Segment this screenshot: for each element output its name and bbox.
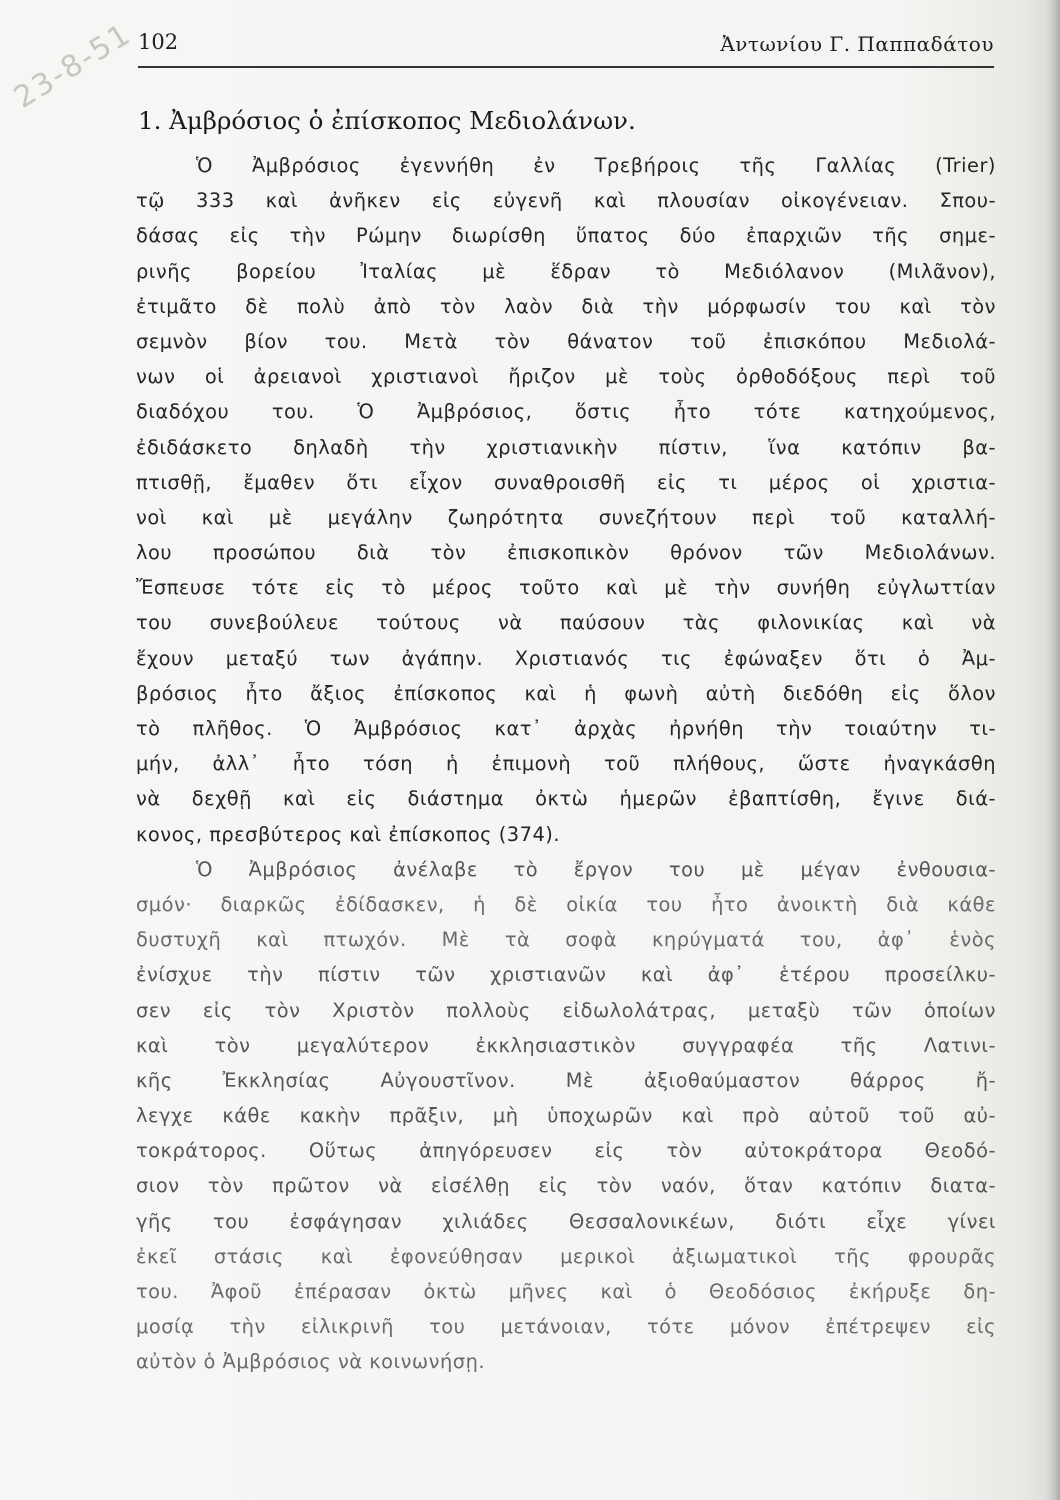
text-line: μήν, ἀλλ᾽ ἦτο τόση ἡ ἐπιμονὴ τοῦ πλήθους, ὥστε ἠναγκάσθη [136,752,996,776]
text-line: ἐνίσχυε τὴν πίστιν τῶν χριστιανῶν καὶ ἀφ᾽ ἑτέρου προσείλκυ- [136,963,996,987]
text-line: τῷ 333 καὶ ἀνῆκεν εἰς εὐγενῆ καὶ πλουσίαν οἰκογένειαν. Σπου- [136,189,996,213]
text-line: νων οἱ ἀρειανοὶ χριστιανοὶ ἤριζον μὲ τοὺς ὀρθοδόξους περὶ τοῦ [136,365,996,389]
text-line: μοσίᾳ τὴν εἰλικρινῆ του μετάνοιαν, τότε μόνον ἐπέτρεψεν εἰς [136,1315,996,1339]
text-line: Ὁ Ἀμβρόσιος ἐγεννήθη ἐν Τρεβήροις τῆς Γαλλίας (Trier) [196,154,996,177]
text-line: κονος, πρεσβύτερος καὶ ἐπίσκοπος (374). [136,822,561,846]
text-line: καὶ τὸν μεγαλύτερον ἐκκλησιαστικὸν συγγραφέα τῆς Λατινι- [136,1033,996,1057]
paragraph-2 [136,852,996,1380]
section-title: 1. Ἀμβρόσιος ὁ ἐπίσκοπος Μεδιολάνων. [138,106,636,135]
text-line: σεν εἰς τὸν Χριστὸν πολλοὺς εἰδωλολάτρας, μεταξὺ τῶν ὁποίων [136,998,996,1022]
text-line: λου προσώπου διὰ τὸν ἐπισκοπικὸν θρόνον τῶν Μεδιολάνων. [136,541,996,565]
page-edge-shadow [1046,0,1060,1500]
body-text [136,148,996,1380]
text-line: ρινῆς βορείου Ἰταλίας μὲ ἕδραν τὸ Μεδιόλανον (Μιλᾶνον), [136,259,996,283]
text-line: ἐκεῖ στάσις καὶ ἐφονεύθησαν μερικοὶ ἀξιωματικοὶ τῆς φρουρᾶς [136,1244,996,1268]
text-line: ἔχουν μεταξύ των ἀγάπην. Χριστιανός τις ἐφώναξεν ὅτι ὁ Ἀμ- [136,646,996,670]
text-line: τοκράτορος. Οὕτως ἀπηγόρευσεν εἰς τὸν αὐτοκράτορα Θεοδό- [136,1139,996,1163]
running-head: Ἀντωνίου Γ. Παππαδάτου [720,32,994,56]
text-line: σμόν· διαρκῶς ἐδίδασκεν, ἡ δὲ οἰκία του ἦτο ἀνοικτὴ διὰ κάθε [136,892,996,916]
text-line: τὸ πλῆθος. Ὁ Ἀμβρόσιος κατ᾽ ἀρχὰς ἠρνήθη τὴν τοιαύτην τι- [136,717,996,740]
text-line: νὰ δεχθῇ καὶ εἰς διάστημα ὀκτὼ ἡμερῶν ἐβαπτίσθη, ἔγινε διά- [136,787,996,811]
text-line: πτισθῇ, ἔμαθεν ὅτι εἶχον συναθροισθῆ εἰς τι μέρος οἱ χριστια- [136,470,996,494]
text-line: ἐδιδάσκετο δηλαδὴ τὴν χριστιανικὴν πίστιν, ἵνα κατόπιν βα- [136,435,996,459]
text-line: δάσας εἰς τὴν Ρώμην διωρίσθη ὕπατος δύο ἐπαρχιῶν τῆς σημε- [136,224,996,248]
page-number: 102 [138,30,179,54]
text-line: λεγχε κάθε κακὴν πρᾶξιν, μὴ ὑποχωρῶν καὶ πρὸ αὐτοῦ τοῦ αὐ- [136,1104,996,1128]
text-line: αὐτὸν ὁ Ἀμβρόσιος νὰ κοινωνήσῃ. [136,1350,486,1374]
text-line: σεμνὸν βίον του. Μετὰ τὸν θάνατον τοῦ ἐπισκόπου Μεδιολά- [136,329,996,353]
paragraph-1 [136,148,996,852]
text-line: διαδόχου του. Ὁ Ἀμβρόσιος, ὅστις ἦτο τότε κατηχούμενος, [136,400,996,424]
text-line: γῆς του ἐσφάγησαν χιλιάδες Θεσσαλονικέων, διότι εἶχε γίνει [136,1209,996,1233]
text-line: του. Ἀφοῦ ἐπέρασαν ὀκτὼ μῆνες καὶ ὁ Θεοδόσιος ἐκήρυξε δη- [136,1280,996,1303]
text-line: του συνεβούλευε τούτους νὰ παύσουν τὰς φιλονικίας καὶ νὰ [136,611,996,635]
text-line: Ὁ Ἀμβρόσιος ἀνέλαβε τὸ ἔργον του μὲ μέγαν ἐνθουσια- [196,857,996,881]
text-line: νοὶ καὶ μὲ μεγάλην ζωηρότητα συνεζήτουν περὶ τοῦ καταλλή- [136,505,996,529]
text-line: βρόσιος ἦτο ἄξιος ἐπίσκοπος καὶ ἡ φωνὴ αὐτὴ διεδόθη εἰς ὅλον [136,681,996,705]
text-line: δυστυχῆ καὶ πτωχόν. Μὲ τὰ σοφὰ κηρύγματά του, ἀφ᾽ ἑνὸς [136,928,996,952]
page-header [138,30,994,68]
text-line: Ἔσπευσε τότε εἰς τὸ μέρος τοῦτο καὶ μὲ τὴν συνήθη εὐγλωττίαν [136,576,996,600]
text-line: ἐτιμᾶτο δὲ πολὺ ἀπὸ τὸν λαὸν διὰ τὴν μόρφωσίν του καὶ τὸν [136,294,996,318]
text-line: κῆς Ἐκκλησίας Αὐγουστῖνον. Μὲ ἀξιοθαύμαστον θάρρος ἤ- [136,1068,996,1092]
text-line: σιον τὸν πρῶτον νὰ εἰσέλθῃ εἰς τὸν ναόν, ὅταν κατόπιν διατα- [136,1174,996,1198]
pencil-date-stamp: 23-8-51 [8,16,138,116]
